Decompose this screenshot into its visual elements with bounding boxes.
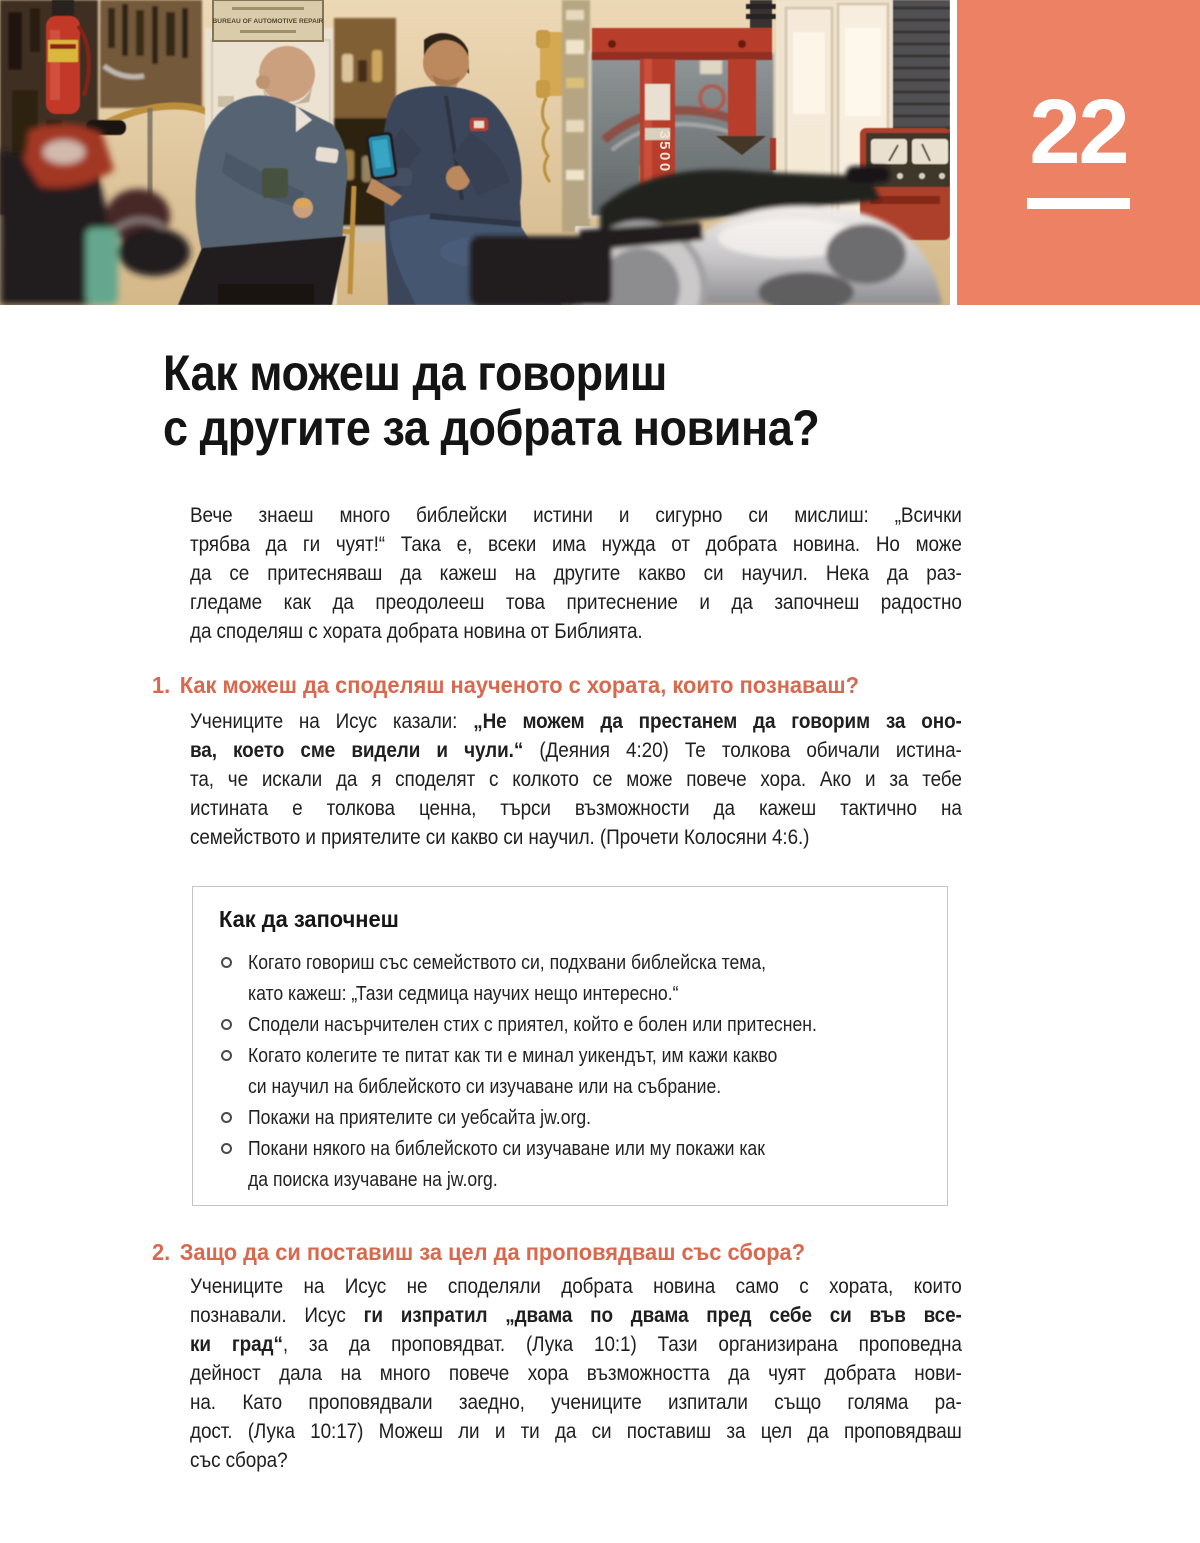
text-line: Когато колегите те питат как ти е минал уикендът, им кажи какво: [248, 1045, 778, 1067]
text-line: на. Като проповядвали заедно, учениците изпитали също голяма ра-: [190, 1390, 962, 1414]
text-line: познавали. Исус ги изпратил „двама по двама пред себе си във все-: [190, 1303, 962, 1327]
list-item: [219, 1103, 921, 1134]
lesson-number-block: [957, 0, 1200, 305]
text-line: Покажи на приятелите си уебсайта jw.org.: [248, 1107, 592, 1129]
bullet-circle-icon: [221, 1112, 232, 1123]
text-line: истината е толкова ценна, търси възможности да кажеш тактично на: [190, 796, 962, 820]
text-line: с другите за добрата новина?: [163, 400, 820, 456]
text-line: Покани някого на библейското си изучаване или му покажи как: [248, 1138, 765, 1160]
list-item-text: [248, 1041, 840, 1103]
text-line: дост. (Лука 10:17) Можеш ли и ти да си поставиш за цел да проповядваш: [190, 1419, 962, 1443]
section2-paragraph: [190, 1272, 962, 1475]
machine-label-text: 3500: [656, 130, 673, 174]
section1-number: 1.: [152, 672, 171, 698]
section2-number: 2.: [152, 1239, 171, 1265]
sign-text: BUREAU OF AUTOMOTIVE REPAIR: [212, 18, 324, 25]
text-line: трябва да ги чуят!“ Така е, всеки има нужда от добрата новина. Но може: [190, 532, 962, 556]
text-line: та, че искали да я споделят с колкото се може повече хора. Ако и за тебе: [190, 767, 962, 791]
text-line: ва, което сме видели и чули.“ (Деяния 4:20) Те толкова обичали истина-: [190, 738, 962, 762]
list-item: [219, 948, 921, 1010]
garage-photo: [0, 0, 950, 305]
bullet-circle-icon: [221, 1143, 232, 1154]
text-line: Учениците на Исус казали: „Не можем да престанем да говорим за оно-: [190, 709, 962, 733]
list-item-text: [248, 1134, 840, 1196]
text-line: като кажеш: „Тази седмица научих нещо интересно.“: [248, 983, 679, 1005]
section2-heading-text: Защо да си поставиш за цел да проповядваш със сбора?: [179, 1239, 806, 1265]
list-item-text: [248, 1010, 840, 1041]
text-line: Когато говориш със семейството си, подхвани библейска тема,: [248, 952, 767, 974]
text-line: ки град“, за да проповядват. (Лука 10:1) Тази организирана проповедна: [190, 1332, 962, 1356]
text-line: със сбора?: [190, 1448, 288, 1472]
lesson-number-underline: [1027, 198, 1130, 209]
text-line: да споделяш с хората добрата новина от Библията.: [190, 619, 643, 643]
list-item: [219, 1010, 921, 1041]
intro-paragraph: [190, 501, 962, 646]
section1-heading-text: Как можеш да споделяш наученото с хората, които познаваш?: [179, 672, 859, 698]
list-item-text: [248, 1103, 840, 1134]
text-line: да поиска изучаване на jw.org.: [248, 1169, 498, 1191]
text-line: да се притесняваш да кажеш на другите какво си научил. Нека да раз-: [190, 561, 962, 585]
text-line: Учениците на Исус не споделяли добрата новина само с хората, които: [190, 1274, 962, 1298]
warm-light-overlay: [0, 0, 950, 305]
section2-heading: [152, 1239, 805, 1266]
text-line: гледаме как да преодолееш това притеснение и да започнеш радостно: [190, 590, 962, 614]
box-title: Как да започнеш: [219, 906, 399, 932]
text-line: Как можеш да говориш: [163, 345, 667, 401]
bullet-circle-icon: [221, 1019, 232, 1030]
garage-photo-illustration: [0, 0, 950, 305]
text-line: Вече знаеш много библейски истини и сигурно си мислиш: „Всички: [190, 503, 962, 527]
how-to-start-box: [192, 886, 948, 1206]
lesson-number: 22: [1029, 81, 1128, 183]
text-line: семейството и приятелите си какво си научил. (Прочети Колосяни 4:6.): [190, 825, 810, 849]
list-item: [219, 1134, 921, 1196]
bullet-circle-icon: [221, 1050, 232, 1061]
bullet-circle-icon: [221, 957, 232, 968]
text-line: дейност дала на много повече хора възможността да чуят добрата нови-: [190, 1361, 962, 1385]
section1-paragraph: [190, 707, 962, 852]
list-item: [219, 1041, 921, 1103]
page-title: [163, 346, 819, 456]
text-line: си научил на библейското си изучаване или на събрание.: [248, 1076, 722, 1098]
list-item-text: [248, 948, 840, 1010]
section1-heading: [152, 672, 859, 699]
text-line: Сподели насърчителен стих с приятел, който е болен или притеснен.: [248, 1014, 817, 1036]
